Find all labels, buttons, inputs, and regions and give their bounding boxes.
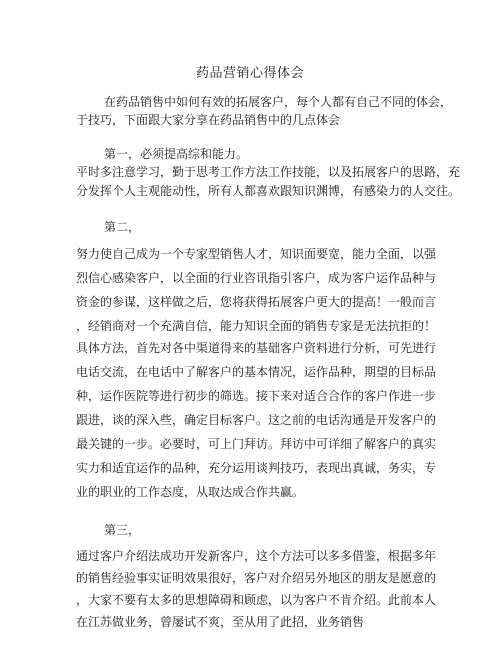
paragraph-line: 电话交流，在电话中了解客户的基本情况，运作品种，期望的目标品 xyxy=(76,365,437,379)
paragraph-line: 跟进，谈的深入些，确定目标客户。这之前的电话沟通是开发客户的 xyxy=(76,413,437,427)
paragraph-line: ，大家不要有太多的思想障碍和顾虑，以为客户不肯介绍。此前本人 xyxy=(76,593,437,607)
paragraph-line: 实力和适宜运作的品种，充分运用谈判技巧，表现出真诚，务实，专 xyxy=(76,461,437,475)
paragraph-line: 通过客户介绍法成功开发新客户，这个方法可以多多借鉴，根据多年 xyxy=(76,549,437,563)
intro-line: 于技巧，下面跟大家分享在药品销售中的几点体会 xyxy=(76,113,341,127)
paragraph-line: 资金的参谋，这样做之后，您将获得拓展客户更大的提高！一般而言 xyxy=(76,295,437,309)
paragraph-line: 具体方法，首先对各中渠道得来的基础客户资料进行分析，可先进行 xyxy=(76,341,437,355)
section-heading: 第一，必须提高综和能力。 xyxy=(104,147,249,161)
section-heading: 第二， xyxy=(104,220,141,234)
section-heading: 第三， xyxy=(104,523,141,537)
paragraph-line: ，经销商对一个充满自信，能力知识全面的销售专家是无法抗拒的！ xyxy=(76,319,437,333)
paragraph-line: 业的职业的工作态度，从取达成合作共赢。 xyxy=(76,485,305,499)
paragraph-line: 最关键的一步。必要时，可上门拜访。拜访中可详细了解客户的真实 xyxy=(76,437,437,451)
paragraph-line: 在江苏做业务，曾屡试不爽，至从用了此招，业务销售 xyxy=(76,615,365,629)
paragraph-line: 种，运作医院等进行初步的筛选。接下来对适合合作的客户作进一步 xyxy=(76,389,437,403)
paragraph-line: 分发挥个人主观能动性，所有人都喜欢跟知识渊博，有感染力的人交往。 xyxy=(76,184,461,198)
paragraph-line: 努力使自己成为一个专家型销售人才，知识面要宽，能力全面，以强 xyxy=(76,247,437,261)
document-title: 药品营销心得体会 xyxy=(195,66,304,81)
paragraph-line: 烈信心感染客户，以全面的行业咨讯指引客户，成为客户运作品种与 xyxy=(76,271,437,285)
intro-line: 在药品销售中如何有效的拓展客户，每个人都有自己不同的体会， xyxy=(104,95,453,109)
paragraph-line: 的销售经验事实证明效果很好，客户对介绍另外地区的朋友是愿意的 xyxy=(76,571,437,585)
paragraph-line: 平时多注意学习，勤于思考工作方法工作技能，以及拓展客户的思路，充 xyxy=(76,165,461,179)
